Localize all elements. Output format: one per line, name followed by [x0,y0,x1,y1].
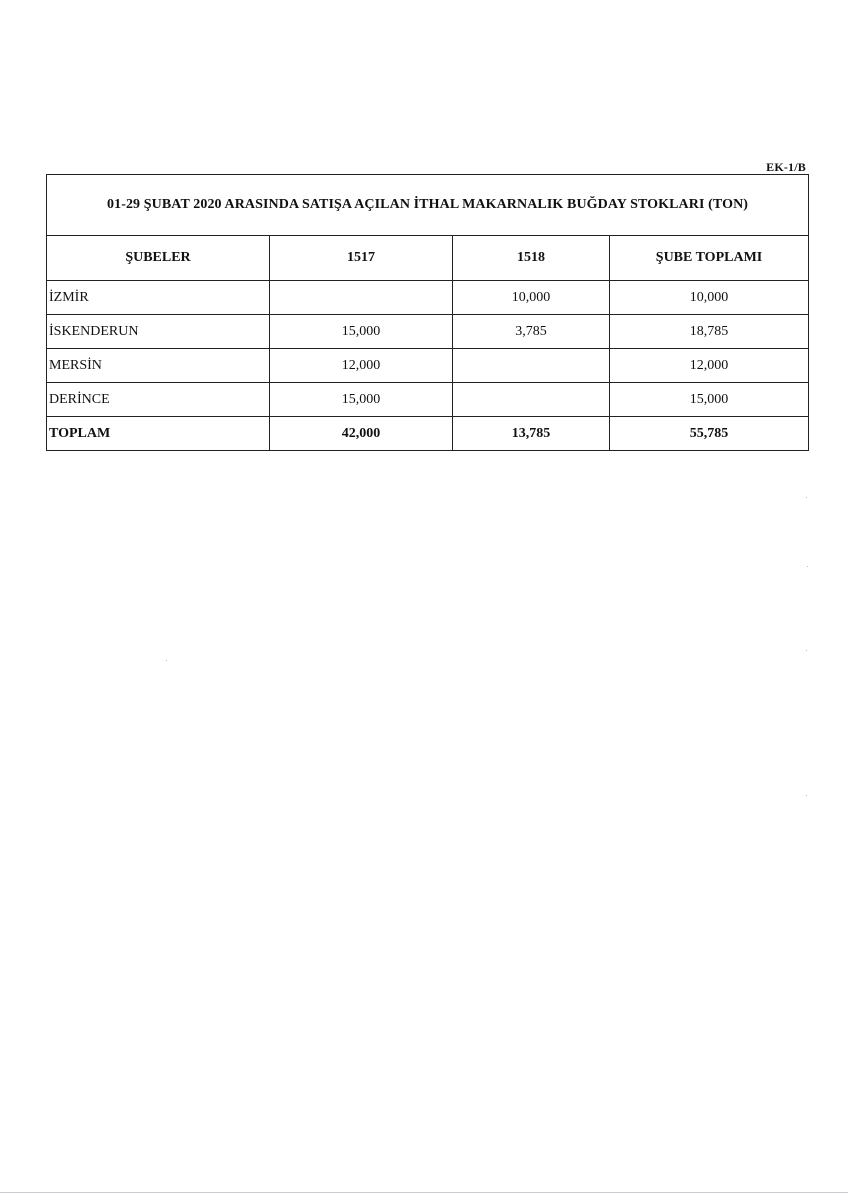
table-row [47,315,809,349]
table-title: 01-29 ŞUBAT 2020 ARASINDA SATIŞA AÇILAN İTHAL MAKARNALIK BUĞDAY STOKLARI (TON) [47,175,809,236]
table-row [47,281,809,315]
branch-name: İSKENDERUN [47,315,270,349]
total-1518: 13,785 [453,417,610,451]
table-row [47,349,809,383]
scan-speck [806,497,807,498]
cell-1517: 12,000 [270,349,453,383]
cell-1517 [270,281,453,315]
cell-branch-total: 10,000 [610,281,809,315]
branch-name: İZMİR [47,281,270,315]
column-header-1518: 1518 [453,236,610,281]
scan-edge-line [0,1192,848,1193]
cell-1518: 10,000 [453,281,610,315]
branch-name: DERİNCE [47,383,270,417]
grand-total: 55,785 [610,417,809,451]
cell-branch-total: 15,000 [610,383,809,417]
scan-speck [166,660,167,661]
scan-speck [806,650,807,651]
scan-speck [806,795,807,796]
header-row [47,236,809,281]
total-1517: 42,000 [270,417,453,451]
cell-branch-total: 18,785 [610,315,809,349]
totals-row [47,417,809,451]
branch-name: MERSİN [47,349,270,383]
table-row [47,383,809,417]
column-header-branches: ŞUBELER [47,236,270,281]
cell-1517: 15,000 [270,315,453,349]
totals-label: TOPLAM [47,417,270,451]
cell-branch-total: 12,000 [610,349,809,383]
column-header-1517: 1517 [270,236,453,281]
annex-code: EK-1/B [766,160,806,174]
cell-1518: 3,785 [453,315,610,349]
table-title-row [47,175,809,236]
column-header-branch-total: ŞUBE TOPLAMI [610,236,809,281]
cell-1517: 15,000 [270,383,453,417]
stock-table [46,174,809,451]
cell-1518 [453,349,610,383]
scan-speck [807,566,808,567]
cell-1518 [453,383,610,417]
